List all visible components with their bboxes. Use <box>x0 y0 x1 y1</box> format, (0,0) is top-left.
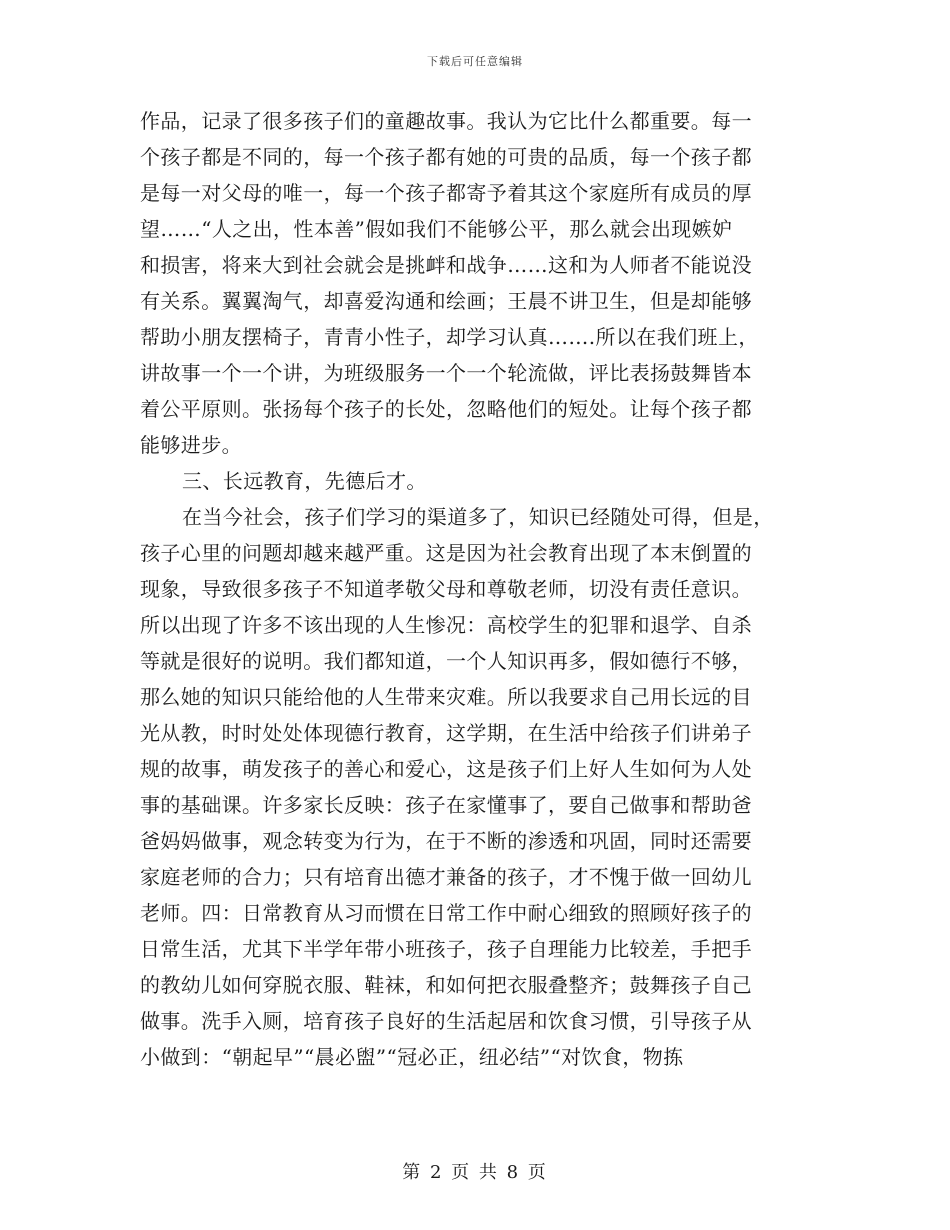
text-line: 那么她的知识只能给他的人生带来灾难。所以我要求自己用长远的目 <box>140 685 752 709</box>
text-line: 日常生活，尤其下半学年带小班孩子，孩子自理能力比较差，手把手 <box>140 937 752 961</box>
paragraph-start-line: 在当今社会，孩子们学习的渠道多了，知识已经随处可得，但是， <box>182 505 774 529</box>
text-line: 做事。洗手入厕，培育孩子良好的生活起居和饮食习惯，引导孩子从 <box>140 1009 752 1033</box>
text-line: 小做到：“朝起早”“晨必盥”“冠必正，纽必结”“对饮食，物拣 <box>140 1045 684 1069</box>
text-line: 能够进步。 <box>140 433 242 457</box>
page-header: 下载后可任意编辑 <box>427 55 523 68</box>
text-line: 有关系。翼翼淘气，却喜爱沟通和绘画；王晨不讲卫生，但是却能够 <box>140 289 752 313</box>
text-line: 规的故事，萌发孩子的善心和爱心，这是孩子们上好人生如何为人处 <box>140 757 752 781</box>
text-line: 爸妈妈做事，观念转变为行为，在于不断的渗透和巩固，同时还需要 <box>140 829 752 853</box>
text-line: 作品，记录了很多孩子们的童趣故事。我认为它比什么都重要。每一 <box>140 109 752 133</box>
document-body <box>140 103 812 1075</box>
text-line: 帮助小朋友摆椅子，青青小性子，却学习认真…….所以在我们班上， <box>140 325 759 349</box>
page-footer: 第 2 页 共 8 页 <box>402 1162 548 1183</box>
section-heading: 三、长远教育，先德后才。 <box>182 469 427 493</box>
text-line: 事的基础课。许多家长反映：孩子在家懂事了，要自己做事和帮助爸 <box>140 793 752 817</box>
text-line: 孩子心里的问题却越来越严重。这是因为社会教育出现了本末倒置的 <box>140 541 752 565</box>
text-line: 讲故事一个一个讲，为班级服务一个一个轮流做，评比表扬鼓舞皆本 <box>140 361 752 385</box>
text-line: 家庭老师的合力；只有培育出德才兼备的孩子，才不愧于做一回幼儿 <box>140 865 752 889</box>
text-line: 和损害，将来大到社会就会是挑衅和战争……这和为人师者不能说没 <box>140 253 752 277</box>
text-line: 现象，导致很多孩子不知道孝敬父母和尊敬老师，切没有责任意识。 <box>140 577 752 601</box>
text-line: 着公平原则。张扬每个孩子的长处，忽略他们的短处。让每个孩子都 <box>140 397 752 421</box>
text-line: 老师。四：日常教育从习而惯在日常工作中耐心细致的照顾好孩子的 <box>140 901 752 925</box>
text-line: 的教幼儿如何穿脱衣服、鞋袜，和如何把衣服叠整齐；鼓舞孩子自己 <box>140 973 752 997</box>
text-line: 光从教，时时处处体现德行教育，这学期，在生活中给孩子们讲弟子 <box>140 721 752 745</box>
text-line: 望……“人之出，性本善”假如我们不能够公平，那么就会出现嫉妒 <box>140 217 733 241</box>
text-line: 等就是很好的说明。我们都知道，一个人知识再多，假如德行不够， <box>140 649 752 673</box>
text-line: 是每一对父母的唯一，每一个孩子都寄予着其这个家庭所有成员的厚 <box>140 181 752 205</box>
text-line: 个孩子都是不同的，每一个孩子都有她的可贵的品质，每一个孩子都 <box>140 145 752 169</box>
text-line: 所以出现了许多不该出现的人生惨况：高校学生的犯罪和退学、自杀 <box>140 613 752 637</box>
